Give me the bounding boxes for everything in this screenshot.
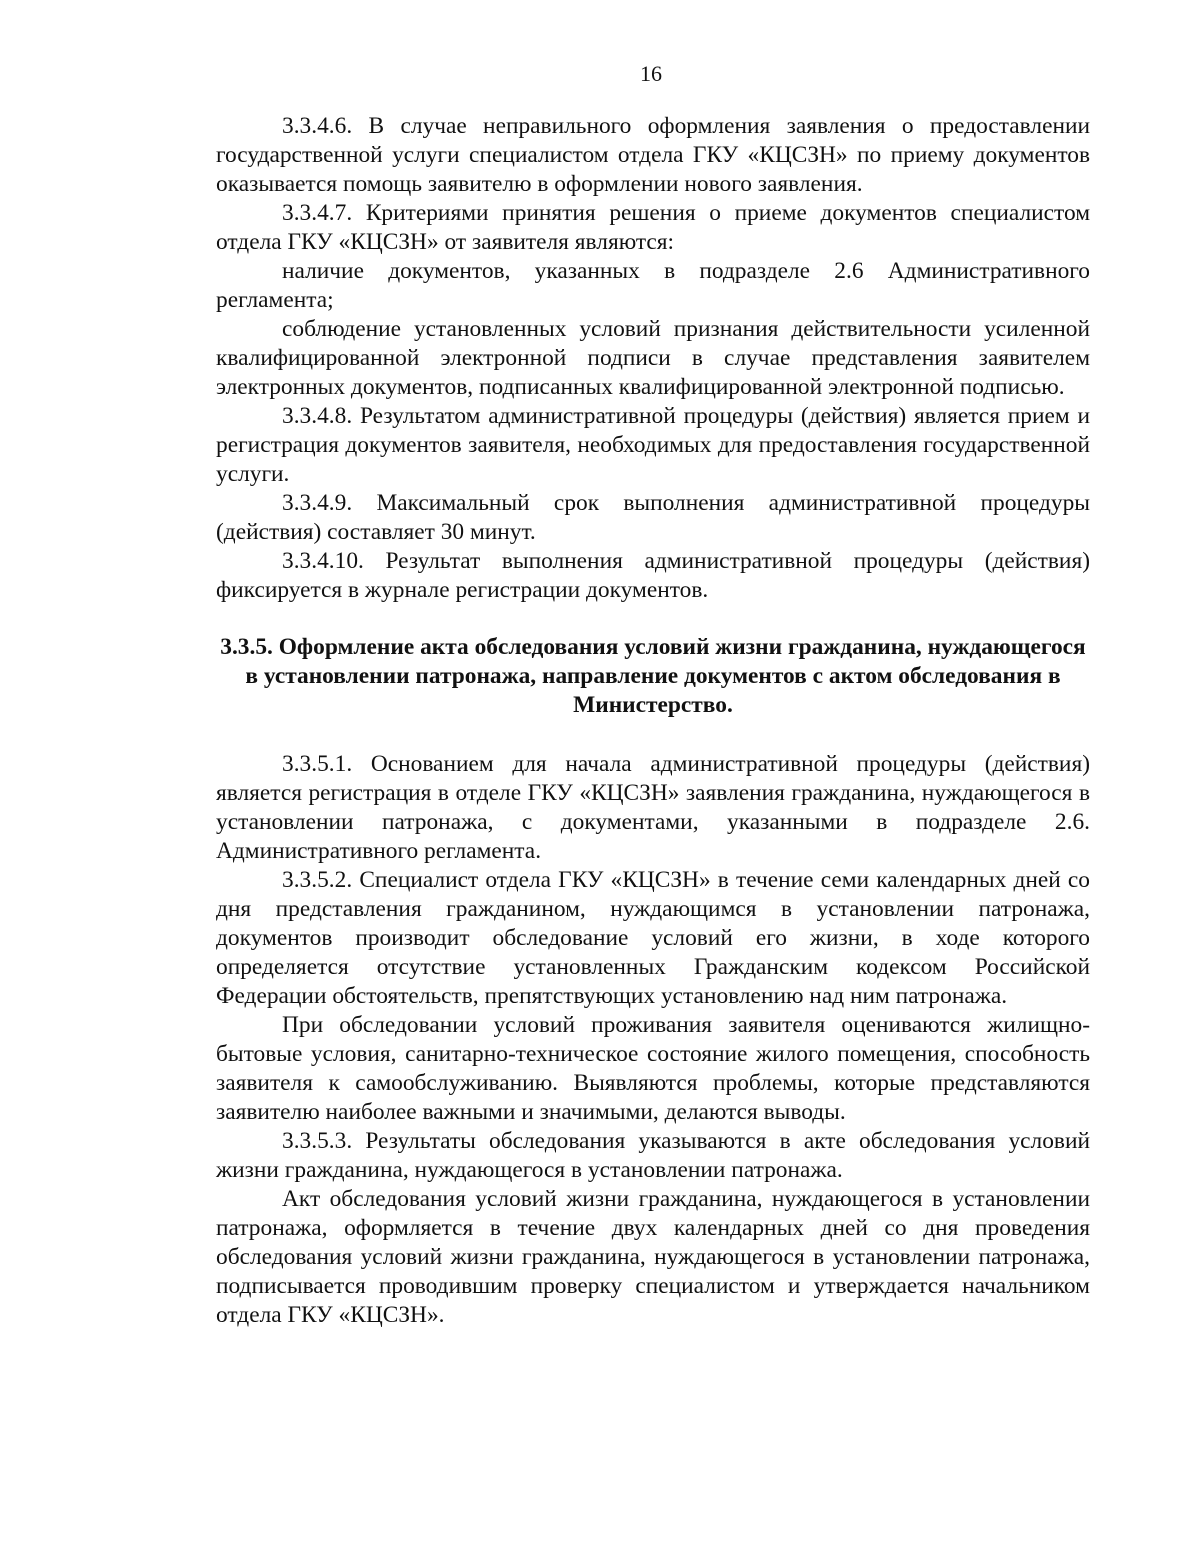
paragraph-criterion-signature: соблюдение установленных условий признания действительности усиленной квалифицированной электронной подписи в случае представления заявителем электронных документов, подписанных квалифицированной электронной подписью.	[216, 316, 1090, 400]
paragraph-3-3-5-1: 3.3.5.1. Основанием для начала административной процедуры (действия) является регистрация в отделе ГКУ «КЦСЗН» заявления гражданина, нуждающегося в установлении патронажа, с документами, указанными в подразделе 2.6. Административного регламента.	[216, 751, 1090, 864]
section-heading-3-3-5: 3.3.5. Оформление акта обследования условий жизни гражданина, нуждающегося в установлении патронажа, направление документов с актом обследования в Министерство.	[220, 634, 1086, 718]
paragraph-3-3-5-3: 3.3.5.3. Результаты обследования указываются в акте обследования условий жизни гражданина, нуждающегося в установлении патронажа.	[216, 1128, 1090, 1183]
page-number: 16	[640, 61, 662, 86]
paragraph-criterion-documents: наличие документов, указанных в подразделе 2.6 Административного регламента;	[216, 258, 1090, 313]
paragraph-inspection-act: Акт обследования условий жизни гражданина, нуждающегося в установлении патронажа, оформляется в течение двух календарных дней со дня проведения обследования условий жизни гражданина, нуждающегося в установлении патронажа, подписывается проводившим проверку специалистом и утверждается начальником отдела ГКУ «КЦСЗН».	[216, 1186, 1090, 1328]
paragraph-3-3-4-7: 3.3.4.7. Критериями принятия решения о приеме документов специалистом отдела ГКУ «КЦСЗН» от заявителя являются:	[216, 200, 1090, 255]
paragraph-inspection-conditions: При обследовании условий проживания заявителя оцениваются жилищно-бытовые условия, санитарно-техническое состояние жилого помещения, способность заявителя к самообслуживанию. Выявляются проблемы, которые представляются заявителю наиболее важными и значимыми, делаются выводы.	[216, 1012, 1090, 1125]
paragraph-3-3-5-2: 3.3.5.2. Специалист отдела ГКУ «КЦСЗН» в течение семи календарных дней со дня представления гражданином, нуждающимся в установлении патронажа, документов производит обследование условий его жизни, в ходе которого определяется отсутствие установленных Гражданским кодексом Российской Федерации обстоятельств, препятствующих установлению над ним патронажа.	[216, 867, 1090, 1009]
paragraph-3-3-4-6: 3.3.4.6. В случае неправильного оформления заявления о предоставлении государственной услуги специалистом отдела ГКУ «КЦСЗН» по приему документов оказывается помощь заявителю в оформлении нового заявления.	[216, 113, 1090, 197]
document-body	[216, 112, 1090, 1330]
paragraph-3-3-4-9: 3.3.4.9. Максимальный срок выполнения административной процедуры (действия) составляет 30 минут.	[216, 490, 1090, 545]
paragraph-3-3-4-10: 3.3.4.10. Результат выполнения административной процедуры (действия) фиксируется в журнале регистрации документов.	[216, 548, 1090, 603]
paragraph-3-3-4-8: 3.3.4.8. Результатом административной процедуры (действия) является прием и регистрация документов заявителя, необходимых для предоставления государственной услуги.	[216, 403, 1090, 487]
